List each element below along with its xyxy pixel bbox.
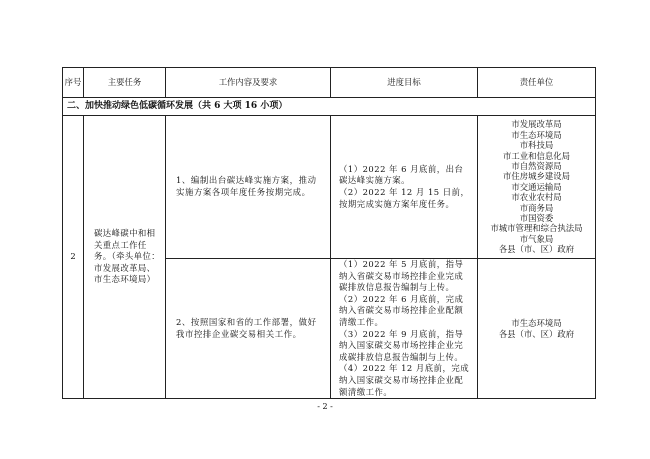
unit-item: 各县（市、区）政府 xyxy=(498,244,575,255)
goal-item: （2）2022 年 12 月 15 日前，按期完成实施方案年度任务。 xyxy=(339,187,470,209)
row-number: 2 xyxy=(63,116,84,399)
table-row xyxy=(63,116,596,259)
header-content: 工作内容及要求 xyxy=(166,68,331,98)
responsible-units-1 xyxy=(478,116,596,259)
responsible-units-2 xyxy=(478,259,596,399)
unit-item: 市国资委 xyxy=(519,213,554,224)
unit-item: 市气象局 xyxy=(519,233,554,244)
header-task: 主要任务 xyxy=(84,68,166,98)
page-number: - 2 - xyxy=(317,402,333,411)
unit-item: 各县（市、区）政府 xyxy=(498,328,575,339)
section-title: 二、加快推动绿色低碳循环发展（共 6 大项 16 小项） xyxy=(63,98,596,116)
unit-item: 市科技局 xyxy=(519,140,554,151)
work-content-2: 2、按照国家和省的工作部署，做好我市控排企业碳交易相关工作。 xyxy=(166,259,331,399)
header-row xyxy=(63,68,596,98)
main-task: 碳达峰碳中和相关重点工作任务。（牵头单位：市发展改革局、市生态环境局） xyxy=(84,116,166,399)
work-content-1: 1、编制出台碳达峰实施方案，推动实施方案各项年度任务按期完成。 xyxy=(166,116,331,259)
task-table-sheet xyxy=(62,67,595,399)
section-row xyxy=(63,98,596,116)
goal-item: （4）2022 年 12 月底前，完成纳入国家碳交易市场控排企业配额清缴工作。 xyxy=(339,363,470,397)
unit-item: 市工业和信息化局 xyxy=(503,150,570,161)
unit-item: 市生态环境局 xyxy=(511,318,562,329)
unit-item: 市生态环境局 xyxy=(511,129,562,140)
goal-item: （3）2022 年 9 月底前，指导纳入国家碳交易市场控排企业完成碳排放信息报告编制与上传。 xyxy=(339,328,464,362)
unit-item: 市自然资源局 xyxy=(511,160,562,171)
unit-item: 市住房城乡建设局 xyxy=(503,171,570,182)
unit-item: 市发展改革局 xyxy=(511,119,562,130)
header-goal: 进度目标 xyxy=(331,68,478,98)
goal-item: （2）2022 年 6 月底前，完成纳入省碳交易市场控排企业配额清缴工作。 xyxy=(339,293,464,327)
goal-item: （1）2022 年 5 月底前，指导纳入省碳交易市场控排企业完成碳排放信息报告编制与上传。 xyxy=(339,259,464,293)
progress-goals-1 xyxy=(331,116,478,259)
unit-item: 市城市管理和综合执法局 xyxy=(490,223,583,234)
header-no: 序号 xyxy=(63,68,84,98)
progress-goals-2 xyxy=(331,259,478,399)
unit-item: 市交通运输局 xyxy=(511,181,562,192)
unit-item: 市农业农村局 xyxy=(511,192,562,203)
task-table xyxy=(62,67,596,399)
header-unit: 责任单位 xyxy=(478,68,596,98)
unit-item: 市商务局 xyxy=(519,202,554,213)
goal-item: （1）2022 年 6 月底前，出台碳达峰实施方案。 xyxy=(339,163,464,186)
